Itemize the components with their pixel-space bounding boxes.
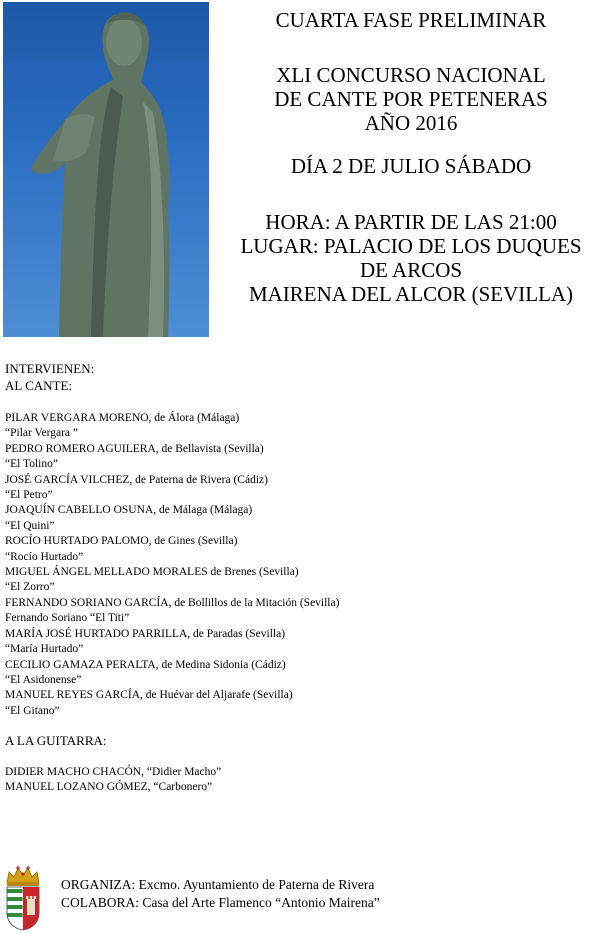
list-item: MIGUEL ÁNGEL MELLADO MORALES de Brenes (Sevilla) — [5, 566, 299, 579]
event-place-line-2: DE ARCOS — [359, 258, 463, 282]
singers-list — [5, 411, 339, 719]
date-heading — [220, 154, 602, 178]
contest-heading — [220, 63, 602, 135]
phase-heading — [220, 8, 602, 32]
event-time: HORA: A PARTIR DE LAS 21:00 — [265, 210, 557, 234]
list-item: “El Zorro” — [5, 581, 55, 594]
list-item: “El Petro” — [5, 489, 53, 502]
coat-of-arms-icon — [3, 863, 43, 931]
list-item: ROCÍO HURTADO PALOMO, de Gines (Sevilla) — [5, 535, 238, 548]
list-item: “Pilar Vergara ” — [5, 427, 79, 440]
list-item: PILAR VERGARA MORENO, de Álora (Málaga) — [5, 412, 240, 424]
contest-title-line-1: XLI CONCURSO NACIONAL — [276, 63, 546, 87]
list-item: MANUEL LOZANO GÓMEZ, “Carbonero” — [5, 781, 213, 794]
list-item: “El Gitano” — [5, 704, 60, 717]
organizer-line: ORGANIZA: Excmo. Ayuntamiento de Paterna de Rivera — [61, 877, 375, 892]
list-item: “El Asidonense” — [5, 673, 82, 686]
list-item: “Rocío Hurtado” — [5, 550, 84, 563]
list-item: JOSÉ GARCÍA VILCHEZ, de Paterna de Rivera (Cádiz) — [5, 473, 268, 486]
list-item: “El Quini” — [5, 519, 55, 532]
list-item: MARÍA JOSÉ HURTADO PARRILLA, de Paradas (Sevilla) — [5, 627, 286, 640]
intervienen-title: INTERVIENEN: — [5, 361, 95, 376]
list-item: “María Hurtado” — [5, 643, 84, 656]
event-place-line-3: MAIRENA DEL ALCOR (SEVILLA) — [248, 282, 574, 306]
al-cante-title: AL CANTE: — [5, 378, 73, 393]
list-item: DIDIER MACHO CHACÓN, “Didier Macho” — [5, 766, 222, 778]
list-item: JOAQUÍN CABELLO OSUNA, de Málaga (Málaga) — [5, 504, 253, 517]
list-item: “El Tolino” — [5, 458, 58, 471]
list-item: PEDRO ROMERO AGUILERA, de Bellavista (Sevilla) — [5, 442, 264, 455]
list-item: Fernando Soriano “El Titi” — [5, 612, 130, 625]
list-item: CECILIO GAMAZA PERALTA, de Medina Sidonia (Cádiz) — [5, 658, 286, 671]
guitar-heading: A LA GUITARRA: — [5, 733, 107, 748]
phase-title: CUARTA FASE PRELIMINAR — [275, 8, 547, 32]
event-date: DÍA 2 DE JULIO SÁBADO — [290, 154, 532, 178]
list-item: MANUEL REYES GARCÍA, de Huévar del Aljarafe (Sevilla) — [5, 689, 293, 702]
collaborator-line: COLABORA: Casa del Arte Flamenco “Antonio Mairena” — [61, 895, 380, 910]
footer-credits — [61, 876, 380, 912]
participants-heading — [5, 360, 94, 394]
event-place-line-1: LUGAR: PALACIO DE LOS DUQUES — [240, 234, 582, 258]
list-item: FERNANDO SORIANO GARCÍA, de Bollillos de la Mitación (Sevilla) — [5, 596, 340, 609]
time-place-block — [220, 210, 602, 306]
statue-photo — [3, 2, 209, 337]
contest-year: AÑO 2016 — [364, 111, 458, 135]
guitarists-list — [5, 765, 221, 796]
contest-title-line-2: DE CANTE POR PETENERAS — [274, 87, 548, 111]
